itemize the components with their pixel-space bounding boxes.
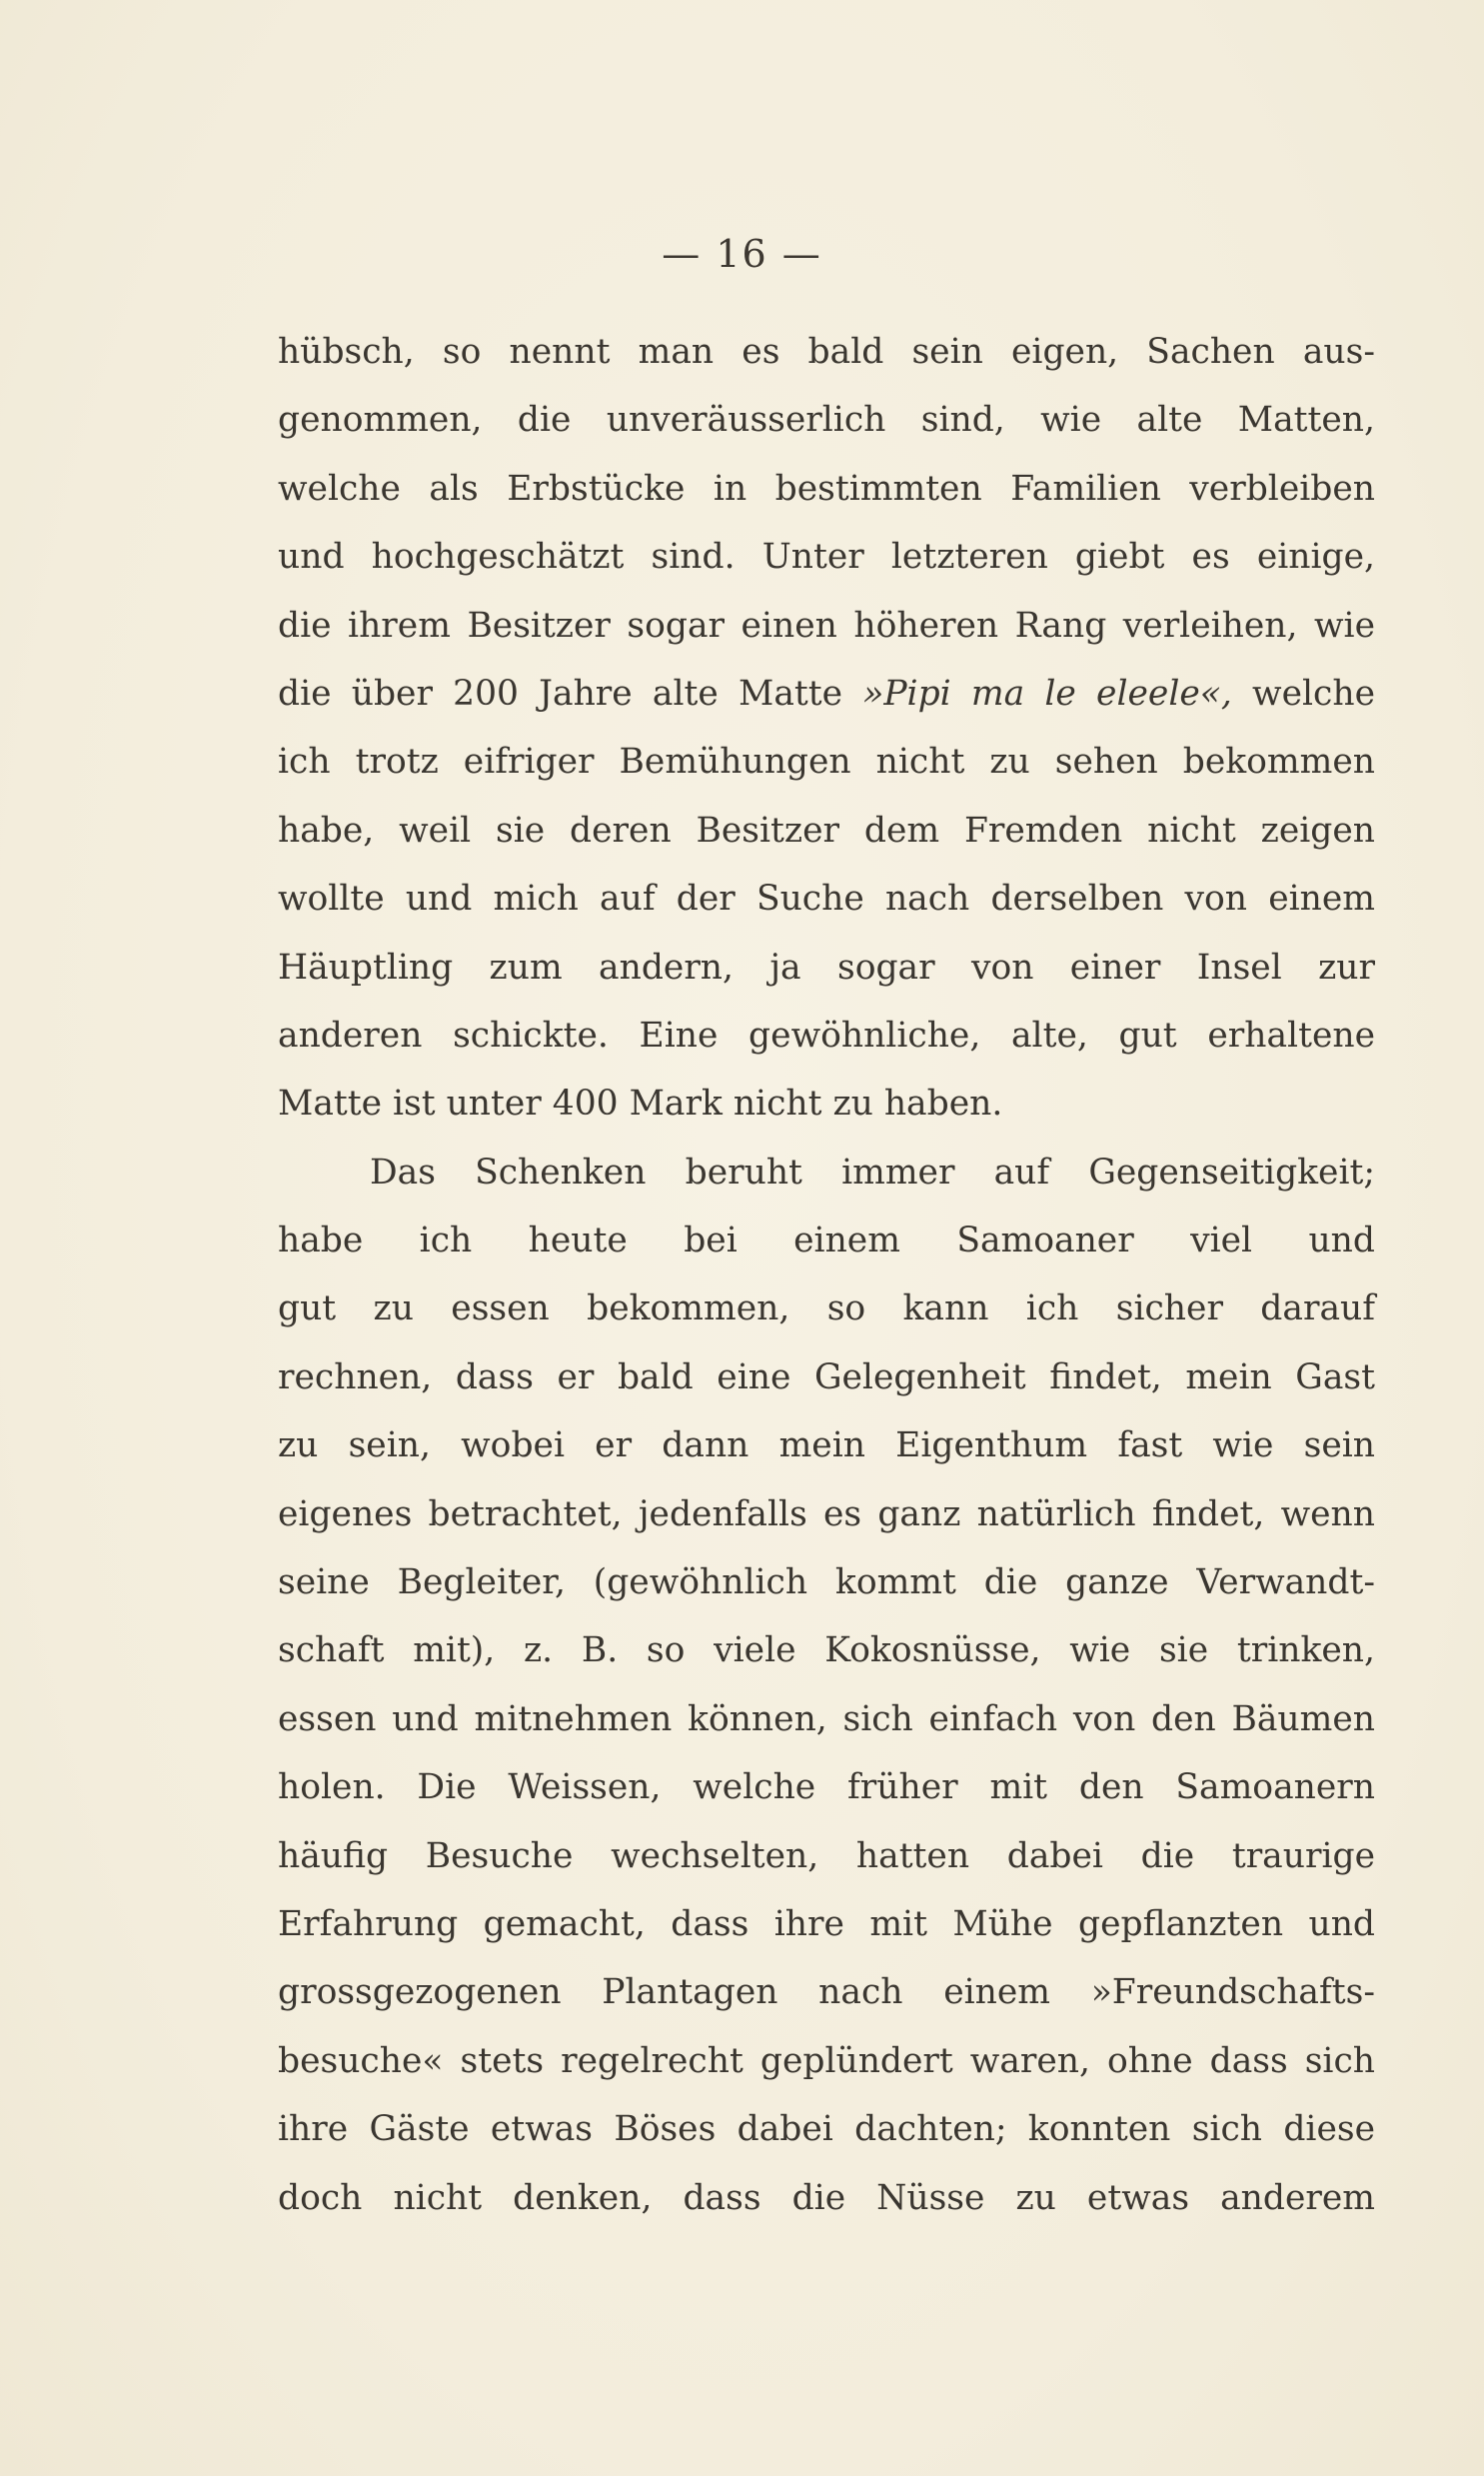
text-line: häufig Besuche wechselten, hatten dabei die traurige [278,1835,1375,1876]
text-line: ihre Gäste etwas Böses dabei dachten; konnten sich diese [278,2109,1375,2150]
text-line: eigenes betrachtet, jedenfalls es ganz natürlich findet, wenn [278,1493,1375,1534]
text-line: doch nicht denken, dass die Nüsse zu etwas anderem [278,2177,1375,2218]
text-line: zu sein, wobei er dann mein Eigenthum fast wie sein [278,1425,1375,1466]
text-segment: die über 200 Jahre alte Matte [278,673,843,714]
text-line: holen. Die Weissen, welche früher mit den Samoanern [278,1767,1375,1808]
text-line: Das Schenken beruht immer auf Gegenseitigkeit; [370,1152,1375,1193]
text-line: gut zu essen bekommen, so kann ich sicher darauf [278,1288,1375,1329]
page-number: — 16 — [662,232,822,276]
text-line: ich trotz eifriger Bemühungen nicht zu sehen bekommen [278,742,1375,783]
text-line: genommen, die unveräusserlich sind, wie alte Matten, [278,400,1375,441]
text-line: und hochgeschätzt sind. Unter letzteren giebt es einige, [278,537,1375,578]
text-line: seine Begleiter, (gewöhnlich kommt die ganze Verwandt- [278,1562,1375,1603]
text-line: hübsch, so nennt man es bald sein eigen, Sachen aus- [278,332,1375,372]
text-line: Erfahrung gemacht, dass ihre mit Mühe gepflanzten und [278,1903,1375,1944]
text-line: grossgezogenen Plantagen nach einem »Freundschafts- [278,1972,1375,2013]
body-text [278,318,1375,2232]
text-line: anderen schickte. Eine gewöhnliche, alte, gut erhaltene [278,1015,1375,1056]
text-line: essen und mitnehmen können, sich einfach von den Bäumen [278,1698,1375,1739]
text-line: Matte ist unter 400 Mark nicht zu haben. [278,1084,1003,1125]
text-line: Häuptling zum andern, ja sogar von einer Insel zur [278,947,1375,988]
text-line: die ihrem Besitzer sogar einen höheren Rang verleihen, wie [278,605,1375,646]
mat-name-italic: »Pipi ma le eleele«, [862,673,1232,714]
text-line: wollte und mich auf der Suche nach derselben von einem [278,879,1375,920]
text-line: besuche« stets regelrecht geplündert waren, ohne dass sich [278,2040,1375,2081]
text-line: welche als Erbstücke in bestimmten Familien verbleiben [278,468,1375,509]
text-line: habe ich heute bei einem Samoaner viel und [278,1221,1375,1261]
text-line: schaft mit), z. B. so viele Kokosnüsse, wie sie trinken, [278,1630,1375,1671]
text-line: rechnen, dass er bald eine Gelegenheit findet, mein Gast [278,1356,1375,1397]
text-line [278,660,1375,728]
text-line: habe, weil sie deren Besitzer dem Fremden nicht zeigen [278,810,1375,851]
text-segment: welche [1252,673,1375,714]
